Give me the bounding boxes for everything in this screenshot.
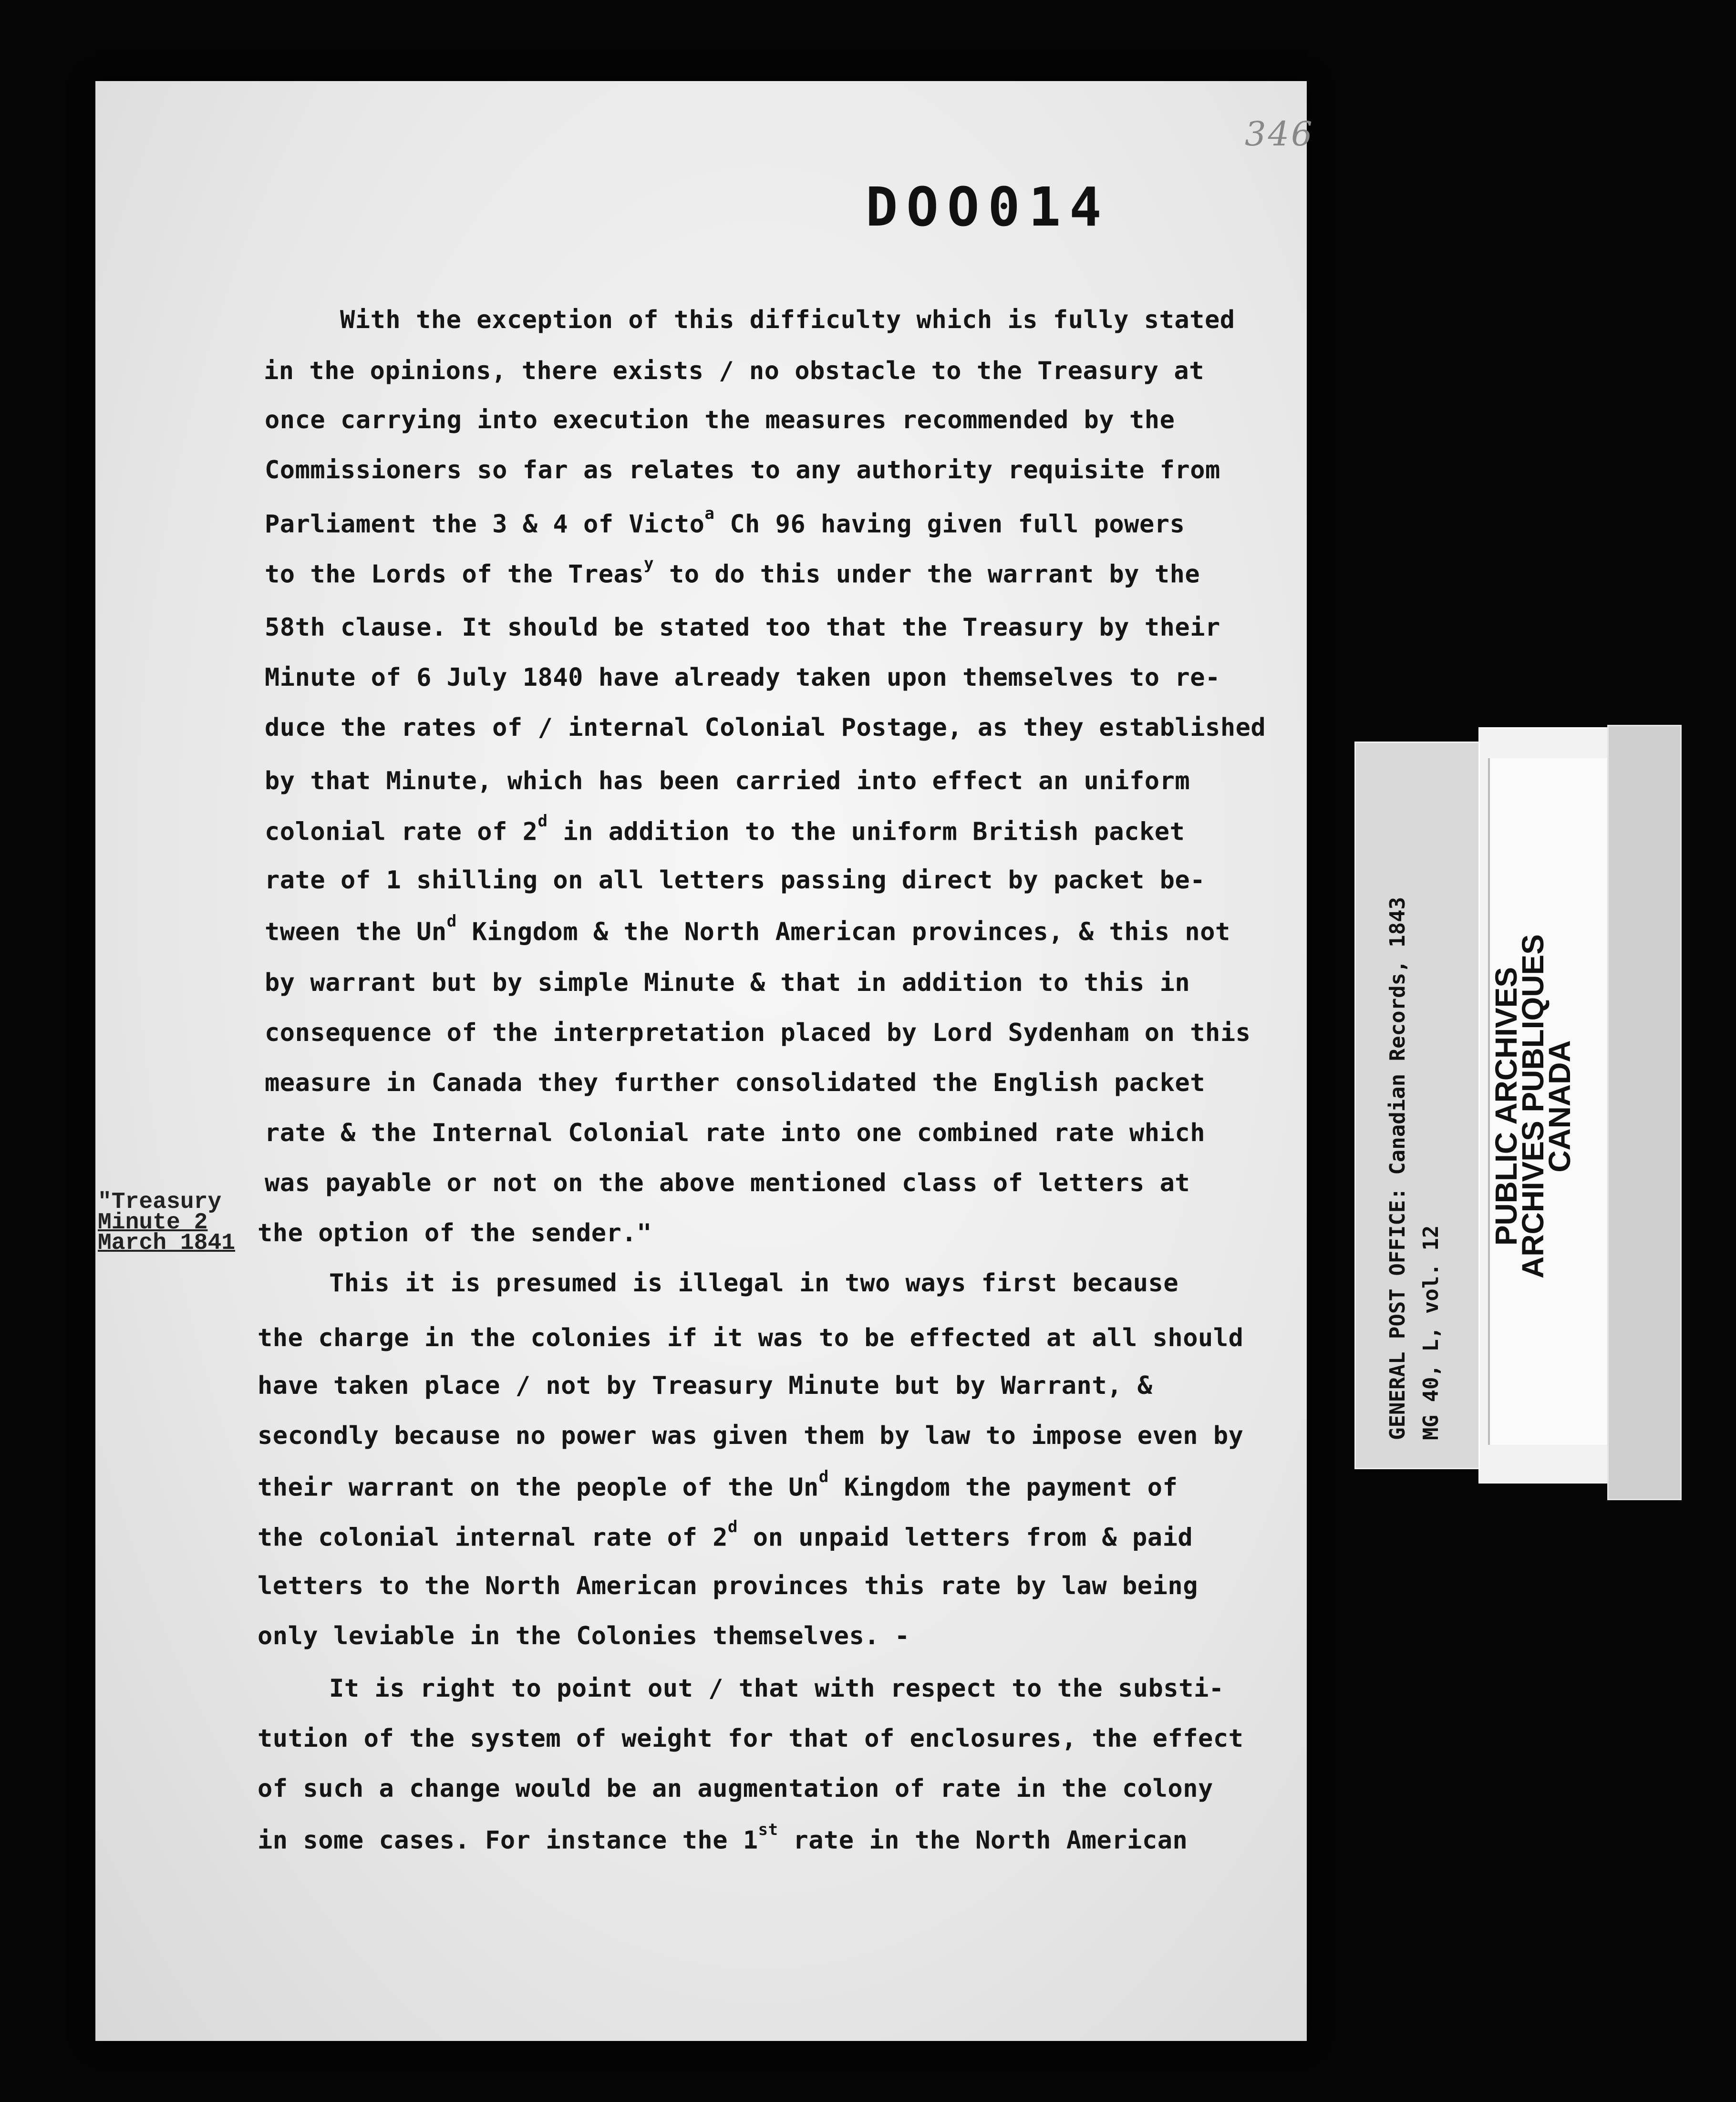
text-line: of such a change would be an augmentation of rate in the colony (258, 1774, 1213, 1803)
page-number: 346 (1245, 114, 1314, 154)
superscript-abbreviation: st (758, 1820, 778, 1839)
text-line: in some cases. For instance the 1st rate in the North American (258, 1820, 1188, 1855)
institution-fr: ARCHIVES PUBLIQUES (1516, 934, 1550, 1278)
text-line: 58th clause. It should be stated too that the Treasury by their (265, 613, 1220, 642)
marginal-note (98, 1189, 236, 1256)
text-line: the colonial internal rate of 2$^d$ on unpaid letters from & paid (258, 1517, 1193, 1552)
text-line: their warrant on the people of the Un$^d$ Kingdom the payment of (258, 1467, 1178, 1502)
archive-series-label: GENERAL POST OFFICE: Canadian Records, 1843 (1385, 896, 1410, 1440)
archive-institution-label (1489, 916, 1577, 1297)
text-line: Commissioners so far as relates to any authority requisite from (265, 456, 1220, 484)
text-line: only leviable in the Colonies themselves. - (258, 1622, 910, 1650)
superscript-abbreviation: d (728, 1517, 738, 1536)
superscript-abbreviation: d (818, 1467, 829, 1486)
text-line: tution of the system of weight for that of enclosures, the effect (258, 1724, 1244, 1753)
text-line: Parliament the 3 & 4 of Victo$^a$ Ch 96 having given full powers (265, 504, 1185, 539)
superscript-abbreviation: y (644, 554, 654, 573)
text-line: letters to the North American provinces this rate by law being (258, 1572, 1199, 1600)
text-line: It is right to point out / that with respect to the substi- (329, 1674, 1224, 1703)
superscript-abbreviation: d (537, 812, 548, 831)
text-line: have taken place / not by Treasury Minute but by Warrant, & (258, 1371, 1153, 1400)
text-line: consequence of the interpretation placed by Lord Sydenham on this (265, 1019, 1251, 1047)
text-line: tween the Un$^d$ Kingdom & the North American provinces, & this not (265, 912, 1230, 947)
superscript-abbreviation: d (446, 912, 457, 931)
institution-en: PUBLIC ARCHIVES (1489, 967, 1523, 1246)
text-line: by that Minute, which has been carried into effect an uniform (265, 767, 1190, 795)
text-line: the charge in the colonies if it was to be effected at all should (258, 1324, 1244, 1352)
institution-country: CANADA (1542, 1040, 1577, 1173)
text-line: This it is presumed is illegal in two ways first because (329, 1269, 1179, 1298)
superscript-abbreviation: a (704, 504, 715, 523)
text-line: measure in Canada they further consolidated the English packet (265, 1069, 1206, 1097)
text-line: Minute of 6 July 1840 have already taken upon themselves to re- (265, 663, 1220, 692)
archive-label-strip (1607, 725, 1682, 1500)
marginal-note-line: Minute 2 (98, 1210, 208, 1236)
text-line: secondly because no power was given them by law to impose even by (258, 1422, 1244, 1450)
document-id-stamp: DOO014 (866, 176, 1110, 238)
text-line: in the opinions, there exists / no obstacle to the Treasury at (264, 357, 1205, 385)
marginal-note-line: March 1841 (98, 1230, 236, 1256)
text-line: once carrying into execution the measures recommended by the (265, 406, 1175, 434)
marginal-note-line: "Treasury (98, 1189, 222, 1215)
text-line: colonial rate of 2$^d$ in addition to the uniform British packet (265, 812, 1185, 846)
text-line: the option of the sender." (258, 1219, 652, 1247)
archive-reference-label: MG 40, L, vol. 12 (1419, 1225, 1443, 1440)
text-line: by warrant but by simple Minute & that in addition to this in (265, 969, 1190, 997)
text-line: rate of 1 shilling on all letters passing direct by packet be- (265, 866, 1206, 895)
text-line: to the Lords of the Treas$^y$ to do this under the warrant by the (265, 554, 1200, 589)
text-line: With the exception of this difficulty which is fully stated (340, 306, 1235, 334)
text-line: was payable or not on the above mentioned class of letters at (265, 1169, 1190, 1197)
text-line: duce the rates of / internal Colonial Postage, as they established (265, 713, 1266, 742)
text-line: rate & the Internal Colonial rate into one combined rate which (265, 1119, 1206, 1147)
